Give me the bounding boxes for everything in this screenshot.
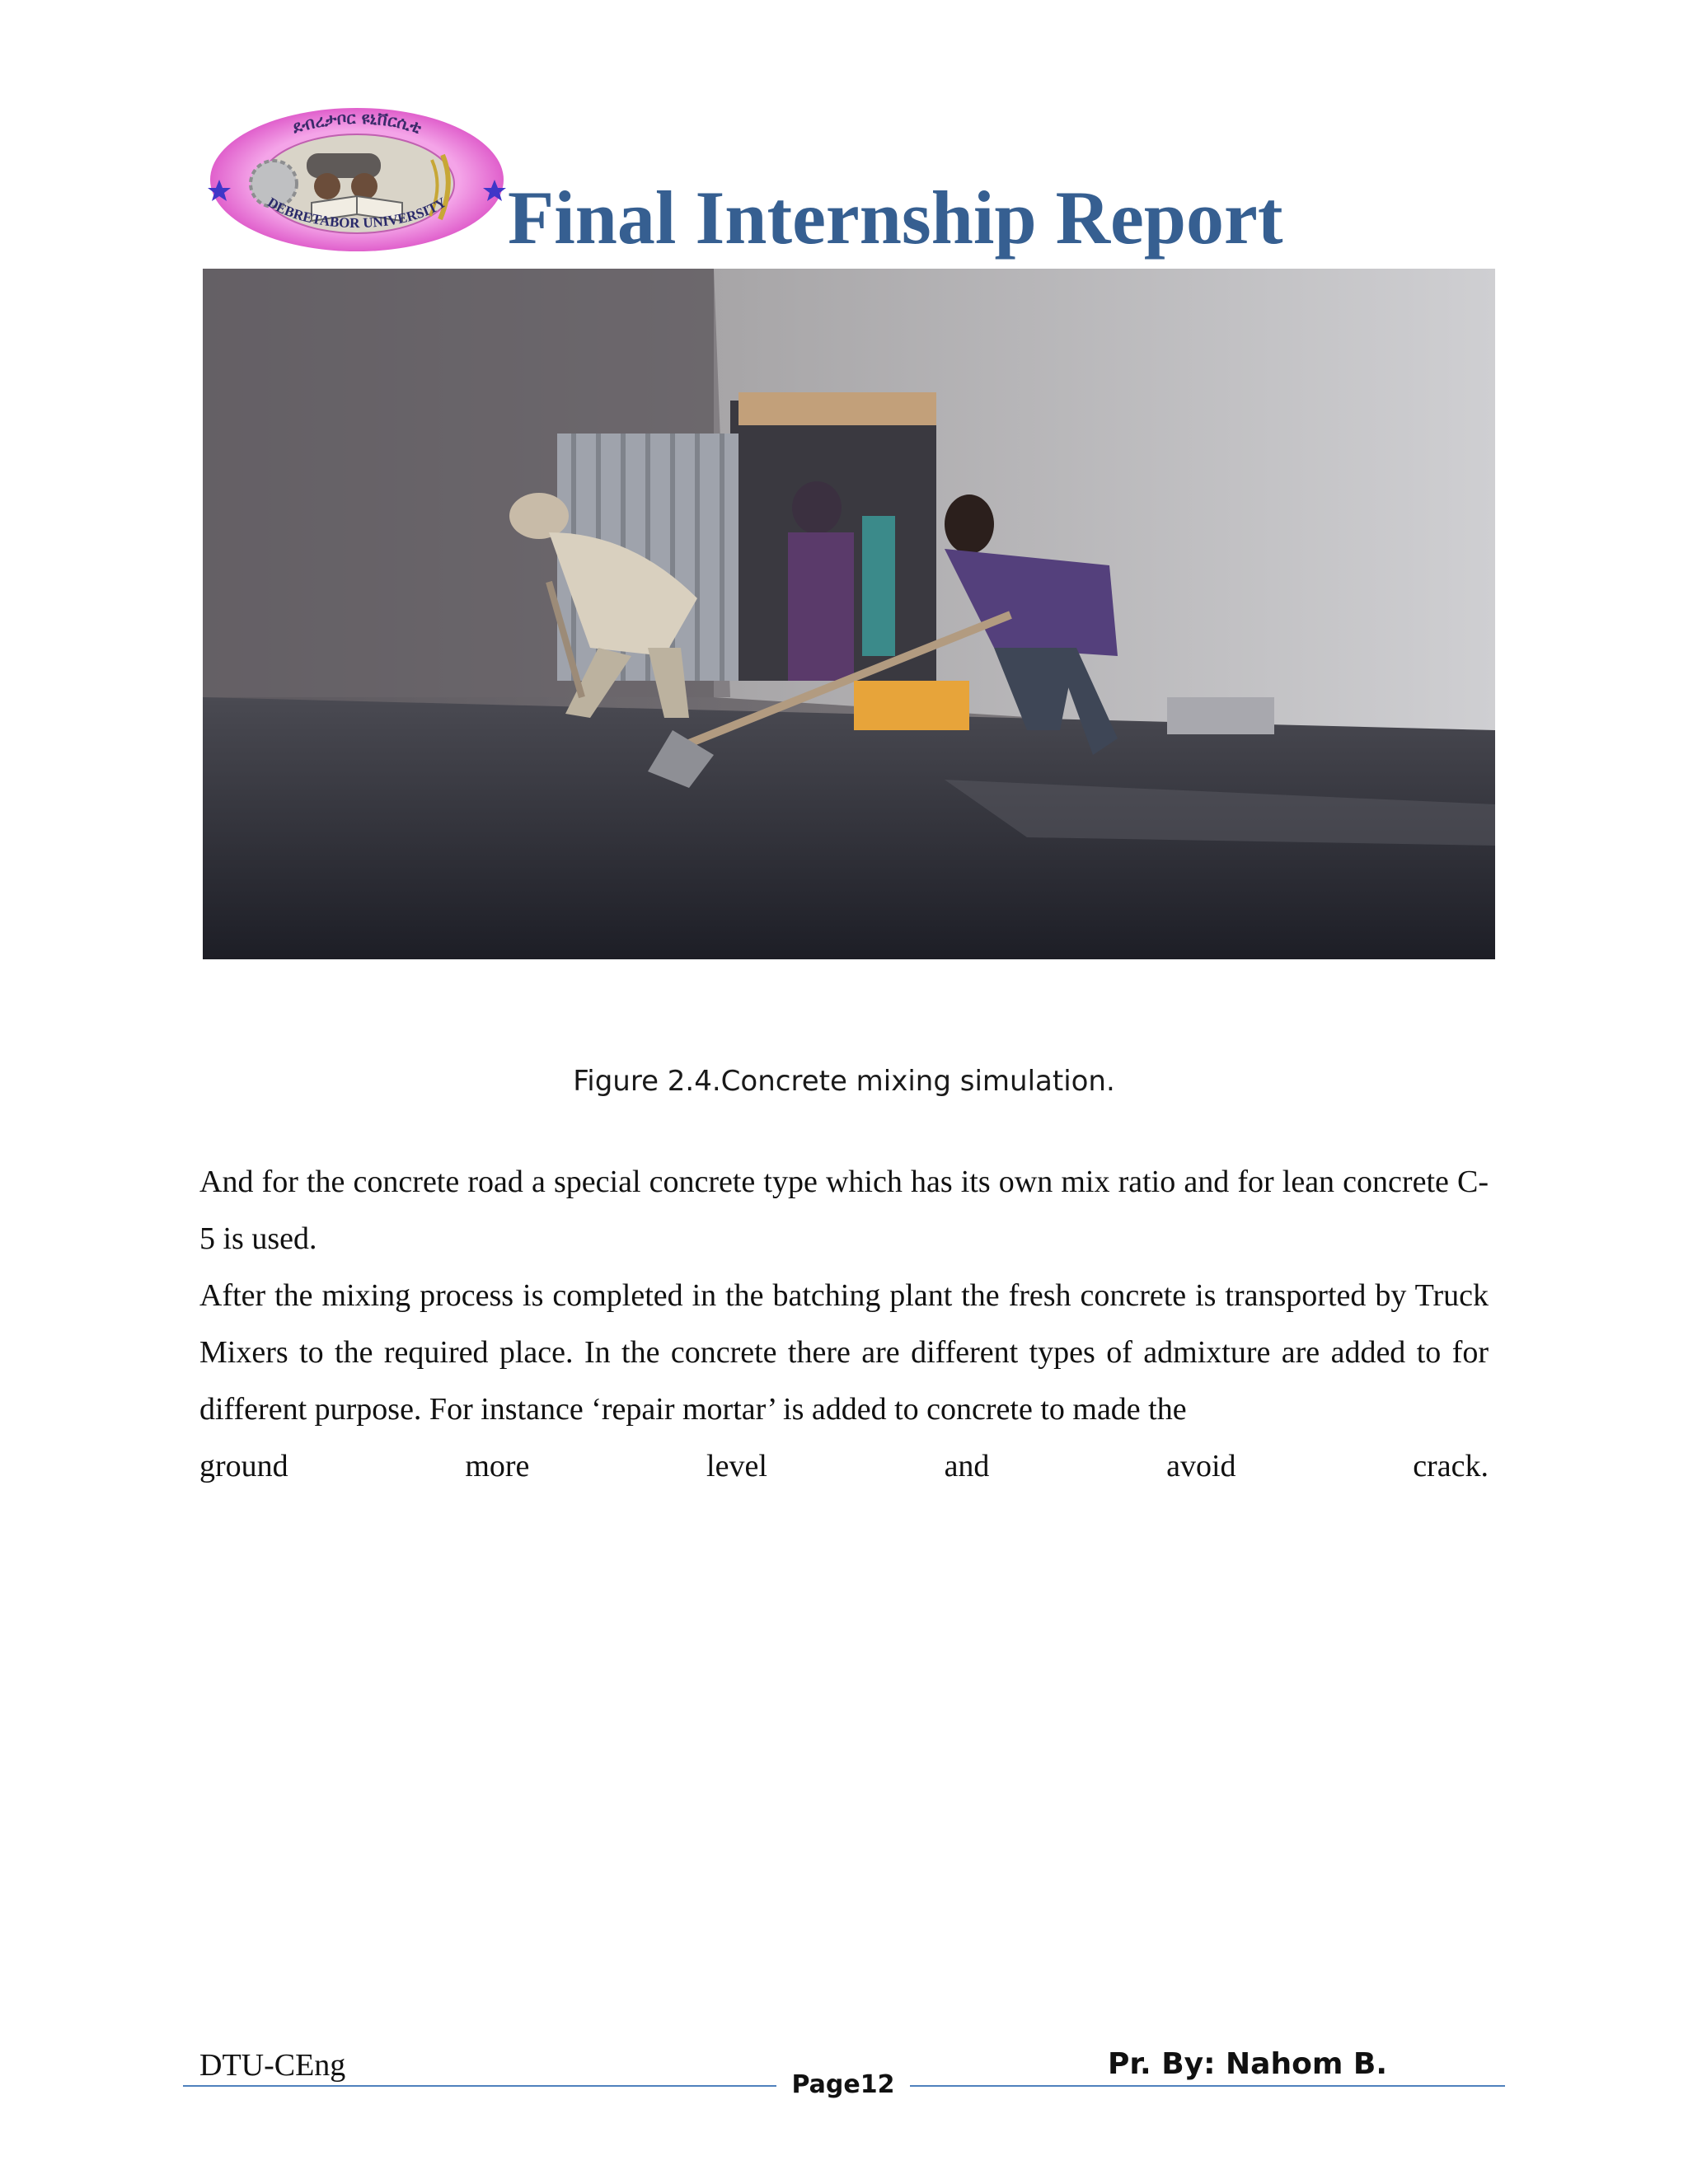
footer-divider-left	[183, 2085, 776, 2087]
paragraph-concrete-road: And for the concrete road a special concrete type which has its own mix ratio and for lean concrete C-5 is used.	[199, 1165, 1489, 1256]
justified-last-line	[199, 1438, 1489, 1495]
last-line-word: avoid	[1166, 1449, 1236, 1483]
last-line-word: level	[706, 1449, 767, 1483]
body-text	[199, 1154, 1489, 1495]
footer-page-number: Page12	[791, 2070, 895, 2099]
last-line-word: ground	[199, 1449, 288, 1483]
last-line-word: crack.	[1413, 1449, 1489, 1483]
logo-top-text: ደብረታቦር ዩኒቨርሲቲ	[289, 107, 424, 138]
last-line-word: and	[944, 1449, 990, 1483]
logo-bottom-text: DEBRETABOR UNIVERSITY	[265, 194, 449, 232]
footer-divider-right	[910, 2085, 1505, 2087]
last-line-word: more	[465, 1449, 530, 1483]
footer-author: Pr. By: Nahom B.	[1108, 2047, 1387, 2081]
report-title: Final Internship Report	[508, 176, 1283, 260]
figure-caption: Figure 2.4.Concrete mixing simulation.	[573, 1065, 1115, 1098]
footer-department: DTU-CEng	[199, 2048, 346, 2083]
concrete-mixing-photo	[203, 269, 1495, 959]
university-logo	[208, 105, 506, 254]
paragraph-mixing-process: After the mixing process is completed in the batching plant the fresh concrete is transported by Truck Mixers to the required place. In the concrete there are different types of admixture are added to for different purpose. For instance ‘repair mortar’ is added to concrete to made the	[199, 1278, 1489, 1427]
